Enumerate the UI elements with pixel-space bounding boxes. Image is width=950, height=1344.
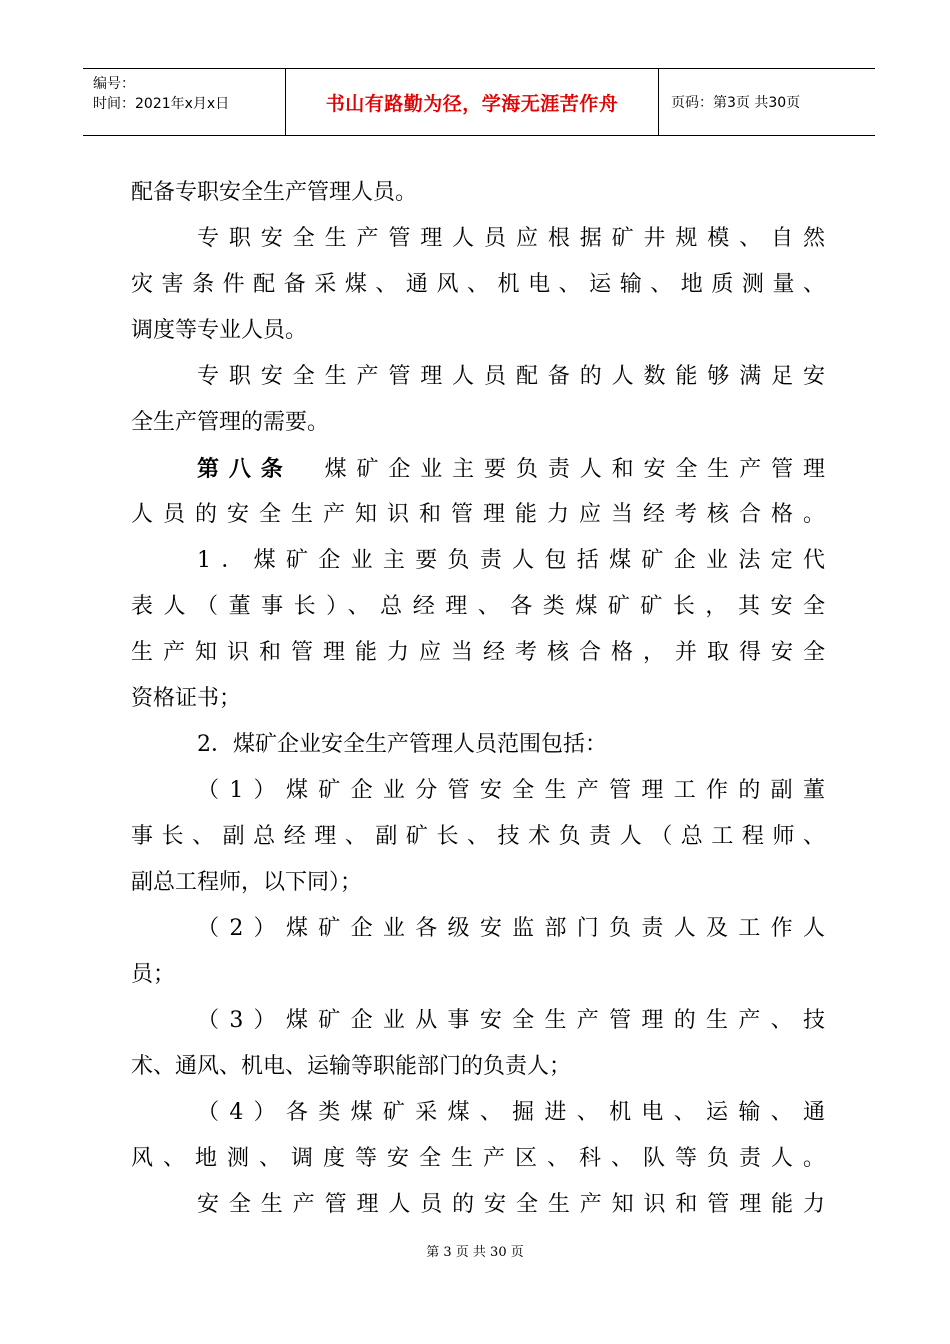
text-line: 专职安全生产管理人员应根据矿井规模、自然	[197, 226, 825, 251]
article-heading-line	[131, 446, 825, 492]
text-line: 事长、副总经理、副矿长、技术负责人（总工程师、	[131, 824, 825, 849]
document-body	[131, 170, 825, 1228]
text-line: （1）煤矿企业分管安全生产管理工作的副董	[197, 778, 825, 803]
text-line: 安全生产管理人员的安全生产知识和管理能力	[197, 1192, 825, 1217]
text-line: 生产知识和管理能力应当经考核合格，并取得安全	[131, 640, 825, 665]
text-line: 1．煤矿企业主要负责人包括煤矿企业法定代	[197, 548, 825, 573]
article-text: 煤矿企业主要负责人和安全生产管理	[324, 457, 825, 482]
text-line: 人员的安全生产知识和管理能力应当经考核合格。	[131, 502, 825, 527]
text-line: （4）各类煤矿采煤、掘进、机电、运输、通	[197, 1100, 825, 1125]
text-line: 副总工程师，以下同）；	[131, 870, 363, 895]
text-line: 2．煤矿企业安全生产管理人员范围包括：	[197, 732, 607, 757]
text-line: 全生产管理的需要。	[131, 410, 330, 435]
header-page-label: 页码：第3页 共30页	[671, 95, 801, 111]
article-title: 第八条	[197, 456, 293, 482]
text-line: 员；	[131, 962, 176, 987]
number-label: 编号：	[93, 76, 135, 92]
page-footer: 第 3 页 共 30 页	[426, 1245, 524, 1260]
text-line: （3）煤矿企业从事安全生产管理的生产、技	[197, 1008, 825, 1033]
text-line: 术、通风、机电、运输等职能部门的负责人；	[131, 1054, 572, 1079]
text-line: （2）煤矿企业各级安监部门负责人及工作人	[197, 916, 825, 941]
text-line: 资格证书；	[131, 686, 242, 711]
text-line: 表人（董事长）、总经理、各类煤矿矿长，其安全	[131, 594, 825, 619]
text-line: 调度等专业人员。	[131, 318, 308, 343]
time-label: 时间：2021年x月x日	[93, 96, 230, 112]
header-motto: 书山有路勤为径，学海无涯苦作舟	[286, 69, 659, 135]
text-line: 专职安全生产管理人员配备的人数能够满足安	[197, 364, 825, 389]
header-meta	[83, 69, 286, 135]
text-line: 配备专职安全生产管理人员。	[131, 180, 418, 205]
page-header	[83, 68, 875, 136]
text-line: 风、地测、调度等安全生产区、科、队等负责人。	[131, 1146, 825, 1171]
text-line: 灾害条件配备采煤、通风、机电、运输、地质测量、	[131, 272, 825, 297]
